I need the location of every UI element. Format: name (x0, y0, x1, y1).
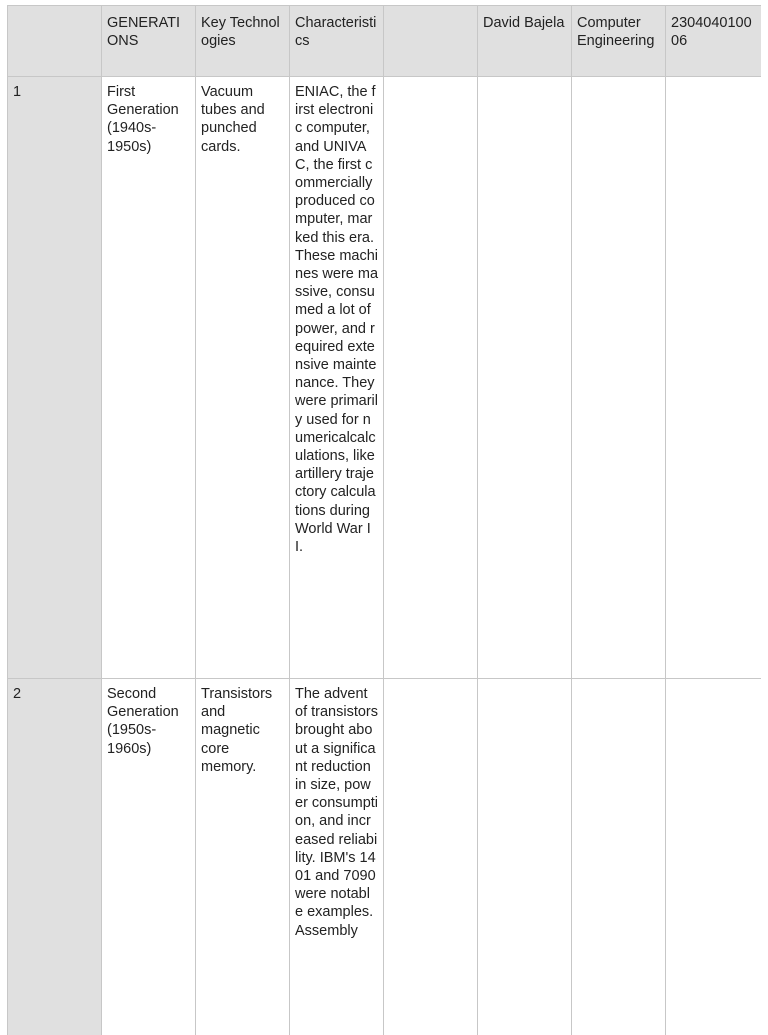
characteristics-cell[interactable]: ENIAC, the first electronic computer, and UNIVAC, the first commercially produced computer, marked this era. These machines were massive, consumed a lot of power, and required extensive maintenance. They were primarily used for numericalcalculations, like artillery trajectory calculations during World War II. (290, 77, 384, 679)
empty-cell[interactable] (572, 679, 666, 1035)
empty-cell[interactable] (478, 679, 572, 1035)
empty-cell[interactable] (572, 77, 666, 679)
header-row (8, 6, 762, 77)
generation-cell[interactable]: Second Generation (1950s-1960s) (102, 679, 196, 1035)
empty-cell[interactable] (478, 77, 572, 679)
table-row (8, 77, 762, 679)
header-index-cell[interactable] (8, 6, 102, 77)
characteristics-cell[interactable]: The advent of transistors brought about a significant reduction in size, power consumption, and increased reliability. IBM's 1401 and 7090 were notable examples. Assembly (290, 679, 384, 1035)
header-name-cell[interactable]: David Bajela (478, 6, 572, 77)
header-generations-cell[interactable]: GENERATIONS (102, 6, 196, 77)
key-technologies-cell[interactable]: Vacuum tubes and punched cards. (196, 77, 290, 679)
spreadsheet-view (7, 5, 761, 1035)
key-technologies-cell[interactable]: Transistors and magnetic core memory. (196, 679, 290, 1035)
generations-table (7, 5, 761, 1035)
empty-cell[interactable] (384, 77, 478, 679)
empty-cell[interactable] (666, 679, 762, 1035)
header-characteristics-cell[interactable]: Characteristics (290, 6, 384, 77)
row-index-cell[interactable]: 1 (8, 77, 102, 679)
header-key-technologies-cell[interactable]: Key Technologies (196, 6, 290, 77)
header-id-number-cell[interactable]: 230404010006 (666, 6, 762, 77)
table-row (8, 679, 762, 1035)
header-empty-cell[interactable] (384, 6, 478, 77)
empty-cell[interactable] (384, 679, 478, 1035)
row-index-cell[interactable]: 2 (8, 679, 102, 1035)
empty-cell[interactable] (666, 77, 762, 679)
generation-cell[interactable]: First Generation (1940s-1950s) (102, 77, 196, 679)
header-department-cell[interactable]: Computer Engineering (572, 6, 666, 77)
